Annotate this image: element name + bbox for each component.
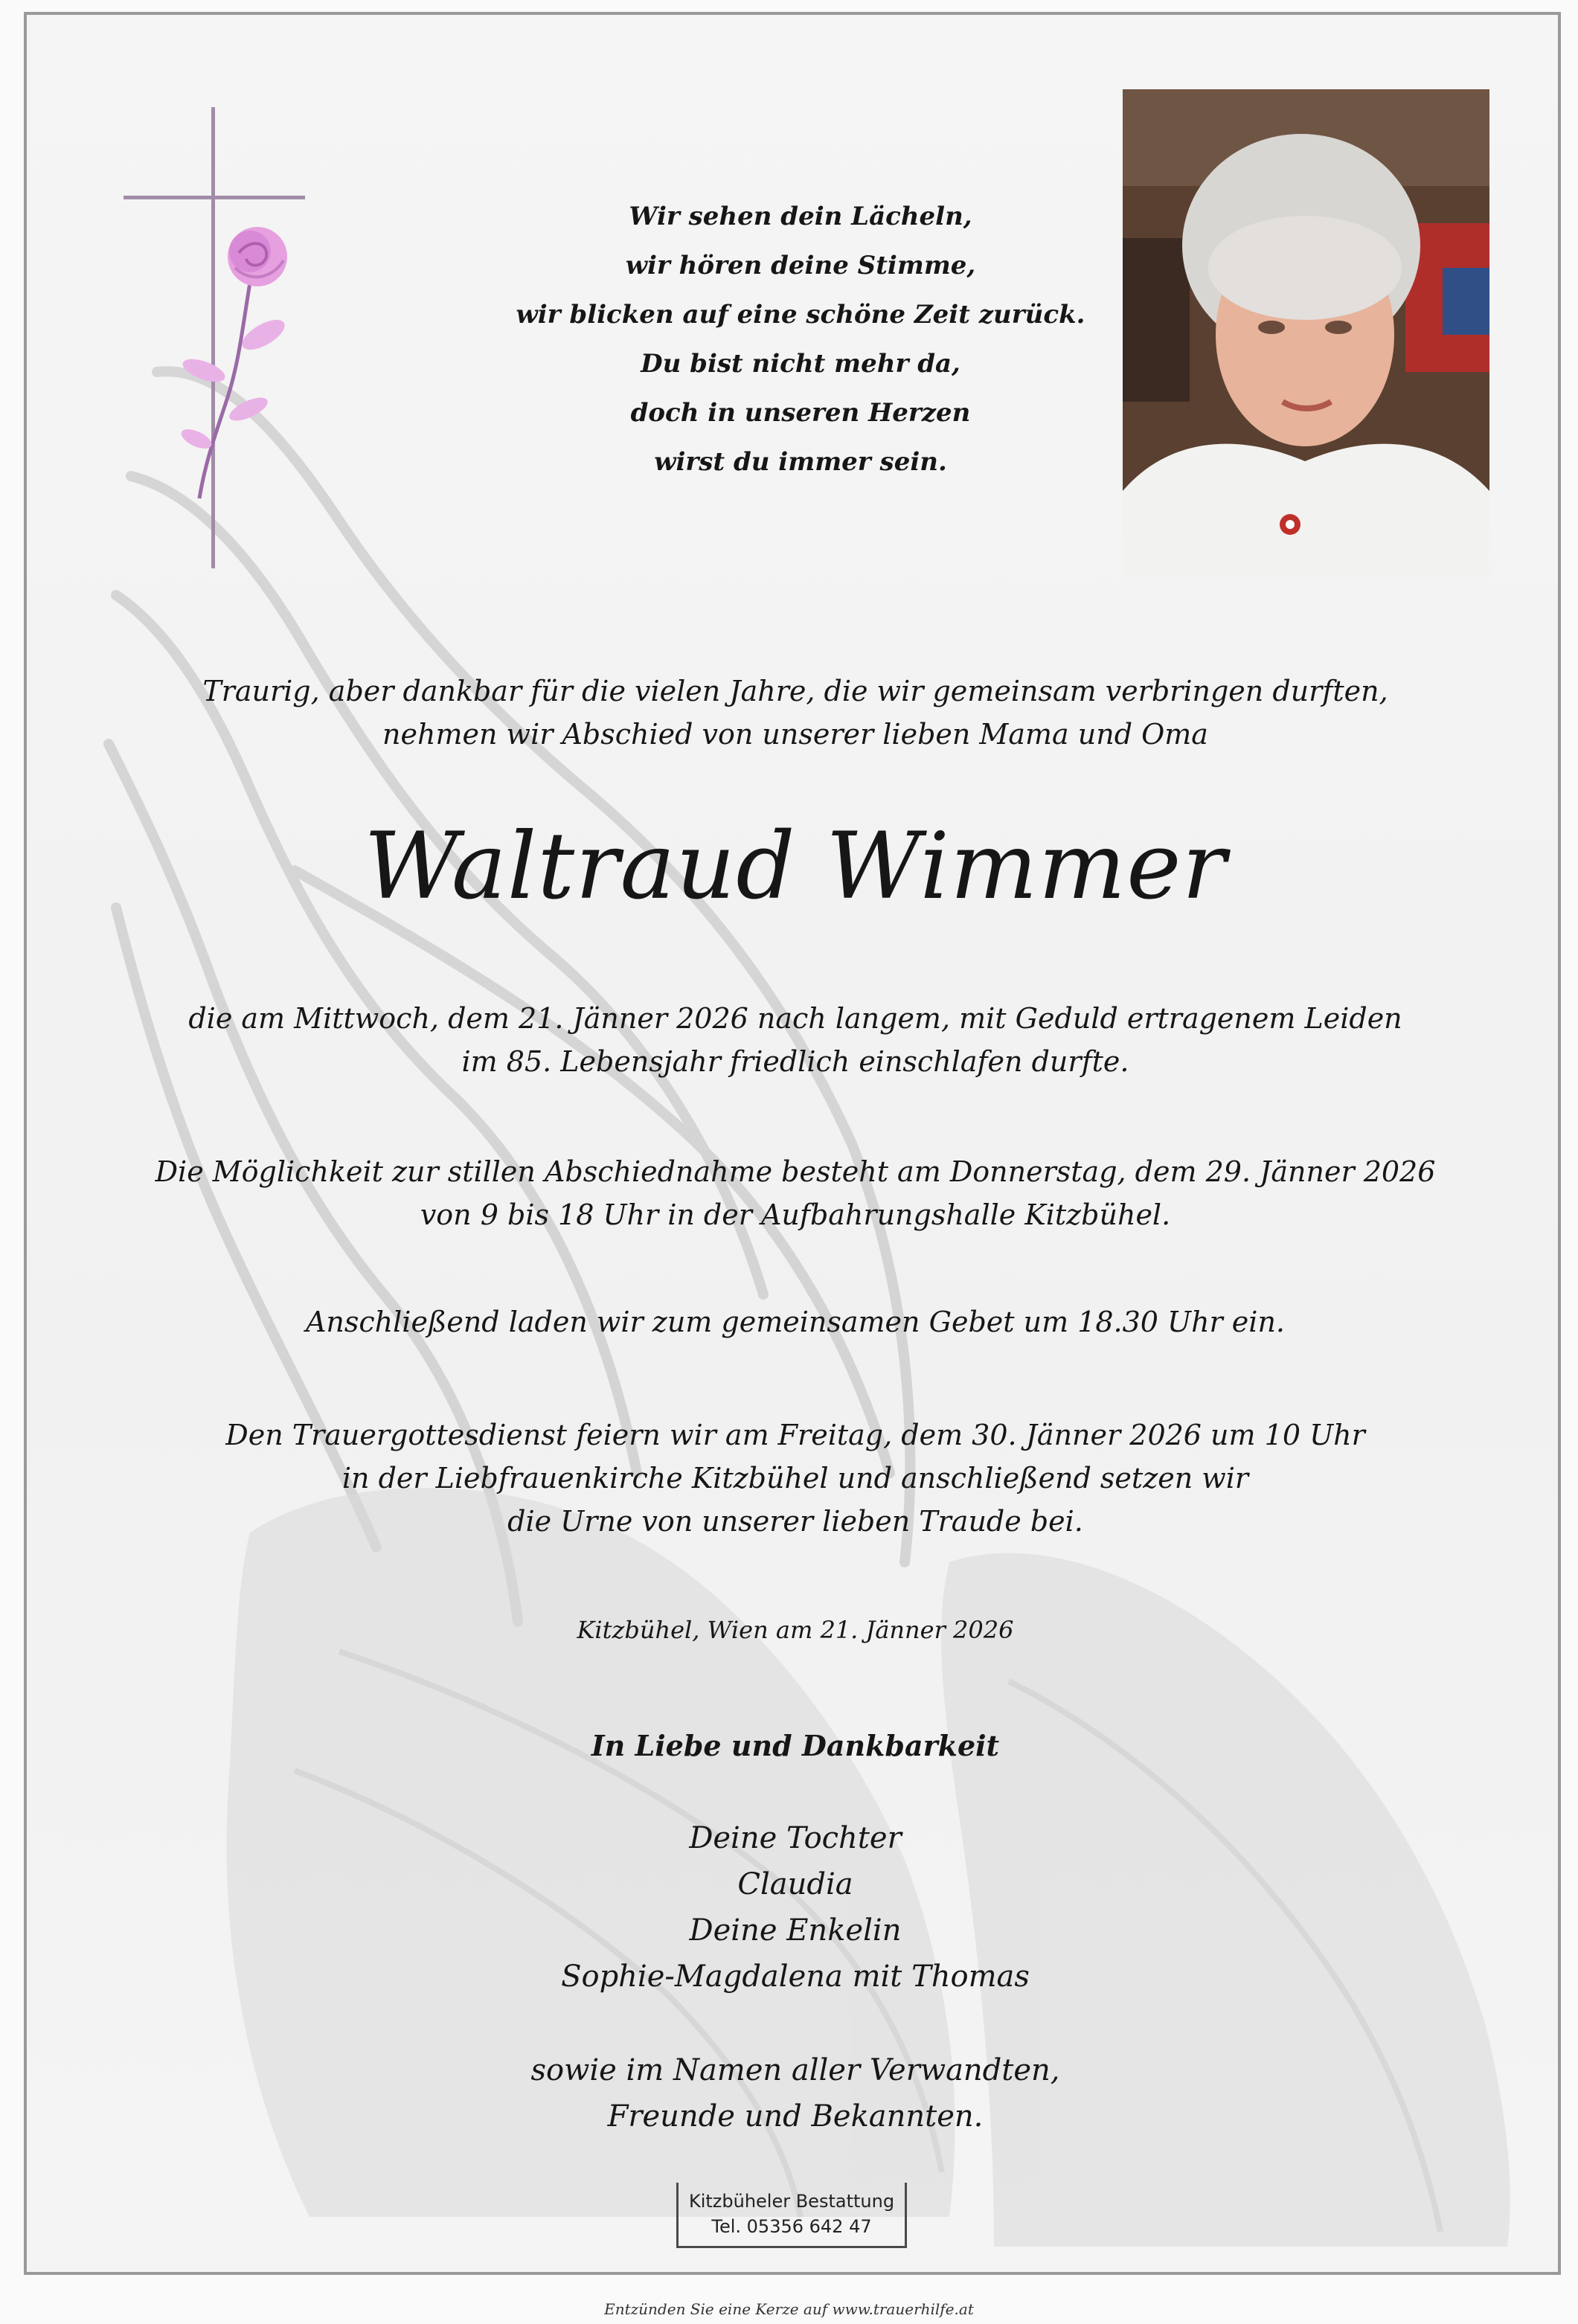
- service-line: die Urne von unserer lieben Traude bei.: [507, 1505, 1083, 1538]
- poem-line: doch in unseren Herzen: [630, 398, 971, 428]
- death-notice-line: im 85. Lebensjahr friedlich einschlafen durfte.: [461, 1045, 1129, 1078]
- service-line: in der Liebfrauenkirche Kitzbühel und anschließend setzen wir: [341, 1462, 1249, 1495]
- service-info: [27, 1413, 1561, 1543]
- prayer-info: Anschließend laden wir zum gemeinsamen Gebet um 18.30 Uhr ein.: [305, 1306, 1285, 1338]
- farewell-info: [27, 1150, 1561, 1236]
- funeral-home-stamp: [676, 2183, 907, 2248]
- poem-line: Du bist nicht mehr da,: [641, 349, 960, 379]
- family-member: Deine Tochter: [689, 1821, 902, 1855]
- death-notice-line: die am Mittwoch, dem 21. Jänner 2026 nach langem, mit Geduld ertragenem Leiden: [188, 1002, 1402, 1035]
- funeral-home-name: Kitzbüheler Bestattung: [688, 2191, 895, 2212]
- family-member: Deine Enkelin: [689, 1913, 902, 1948]
- intro-line: nehmen wir Abschied von unserer lieben Mama und Oma: [382, 718, 1208, 751]
- funeral-home-phone: Tel. 05356 642 47: [711, 2216, 872, 2237]
- relatives-line: sowie im Namen aller Verwandten,: [530, 2053, 1060, 2087]
- family-list: [27, 1815, 1561, 2000]
- poem-line: wir hören deine Stimme,: [625, 251, 976, 280]
- page-frame: [24, 12, 1561, 2275]
- farewell-line: Die Möglichkeit zur stillen Abschiednahme besteht am Donnerstag, dem 29. Jänner 2026: [155, 1155, 1436, 1188]
- poem-line: wirst du immer sein.: [654, 447, 947, 477]
- relatives-line: Freunde und Bekannten.: [607, 2099, 984, 2134]
- relatives-text: [27, 2047, 1561, 2140]
- intro-line: Traurig, aber dankbar für die vielen Jahre, die wir gemeinsam verbringen durften,: [202, 675, 1388, 707]
- intro-text: [27, 670, 1561, 756]
- closing-phrase: In Liebe und Dankbarkeit: [591, 1729, 1000, 1762]
- poem-line: wir blicken auf eine schöne Zeit zurück.: [516, 300, 1085, 330]
- deceased-name: Waltraud Wimmer: [364, 813, 1227, 920]
- footer-link-text[interactable]: Entzünden Sie eine Kerze auf www.trauerhilfe.at: [604, 2300, 974, 2318]
- service-line: Den Trauergottesdienst feiern wir am Freitag, dem 30. Jänner 2026 um 10 Uhr: [225, 1419, 1365, 1451]
- family-member: Sophie-Magdalena mit Thomas: [561, 1959, 1030, 1994]
- rose-icon: [179, 227, 289, 498]
- poem-line: Wir sehen dein Lächeln,: [629, 202, 972, 231]
- death-notice: [27, 997, 1561, 1083]
- farewell-line: von 9 bis 18 Uhr in der Aufbahrungshalle Kitzbühel.: [420, 1198, 1171, 1231]
- place-date: Kitzbühel, Wien am 21. Jänner 2026: [577, 1616, 1014, 1644]
- poem: [354, 192, 1247, 487]
- family-member: Claudia: [737, 1867, 853, 1901]
